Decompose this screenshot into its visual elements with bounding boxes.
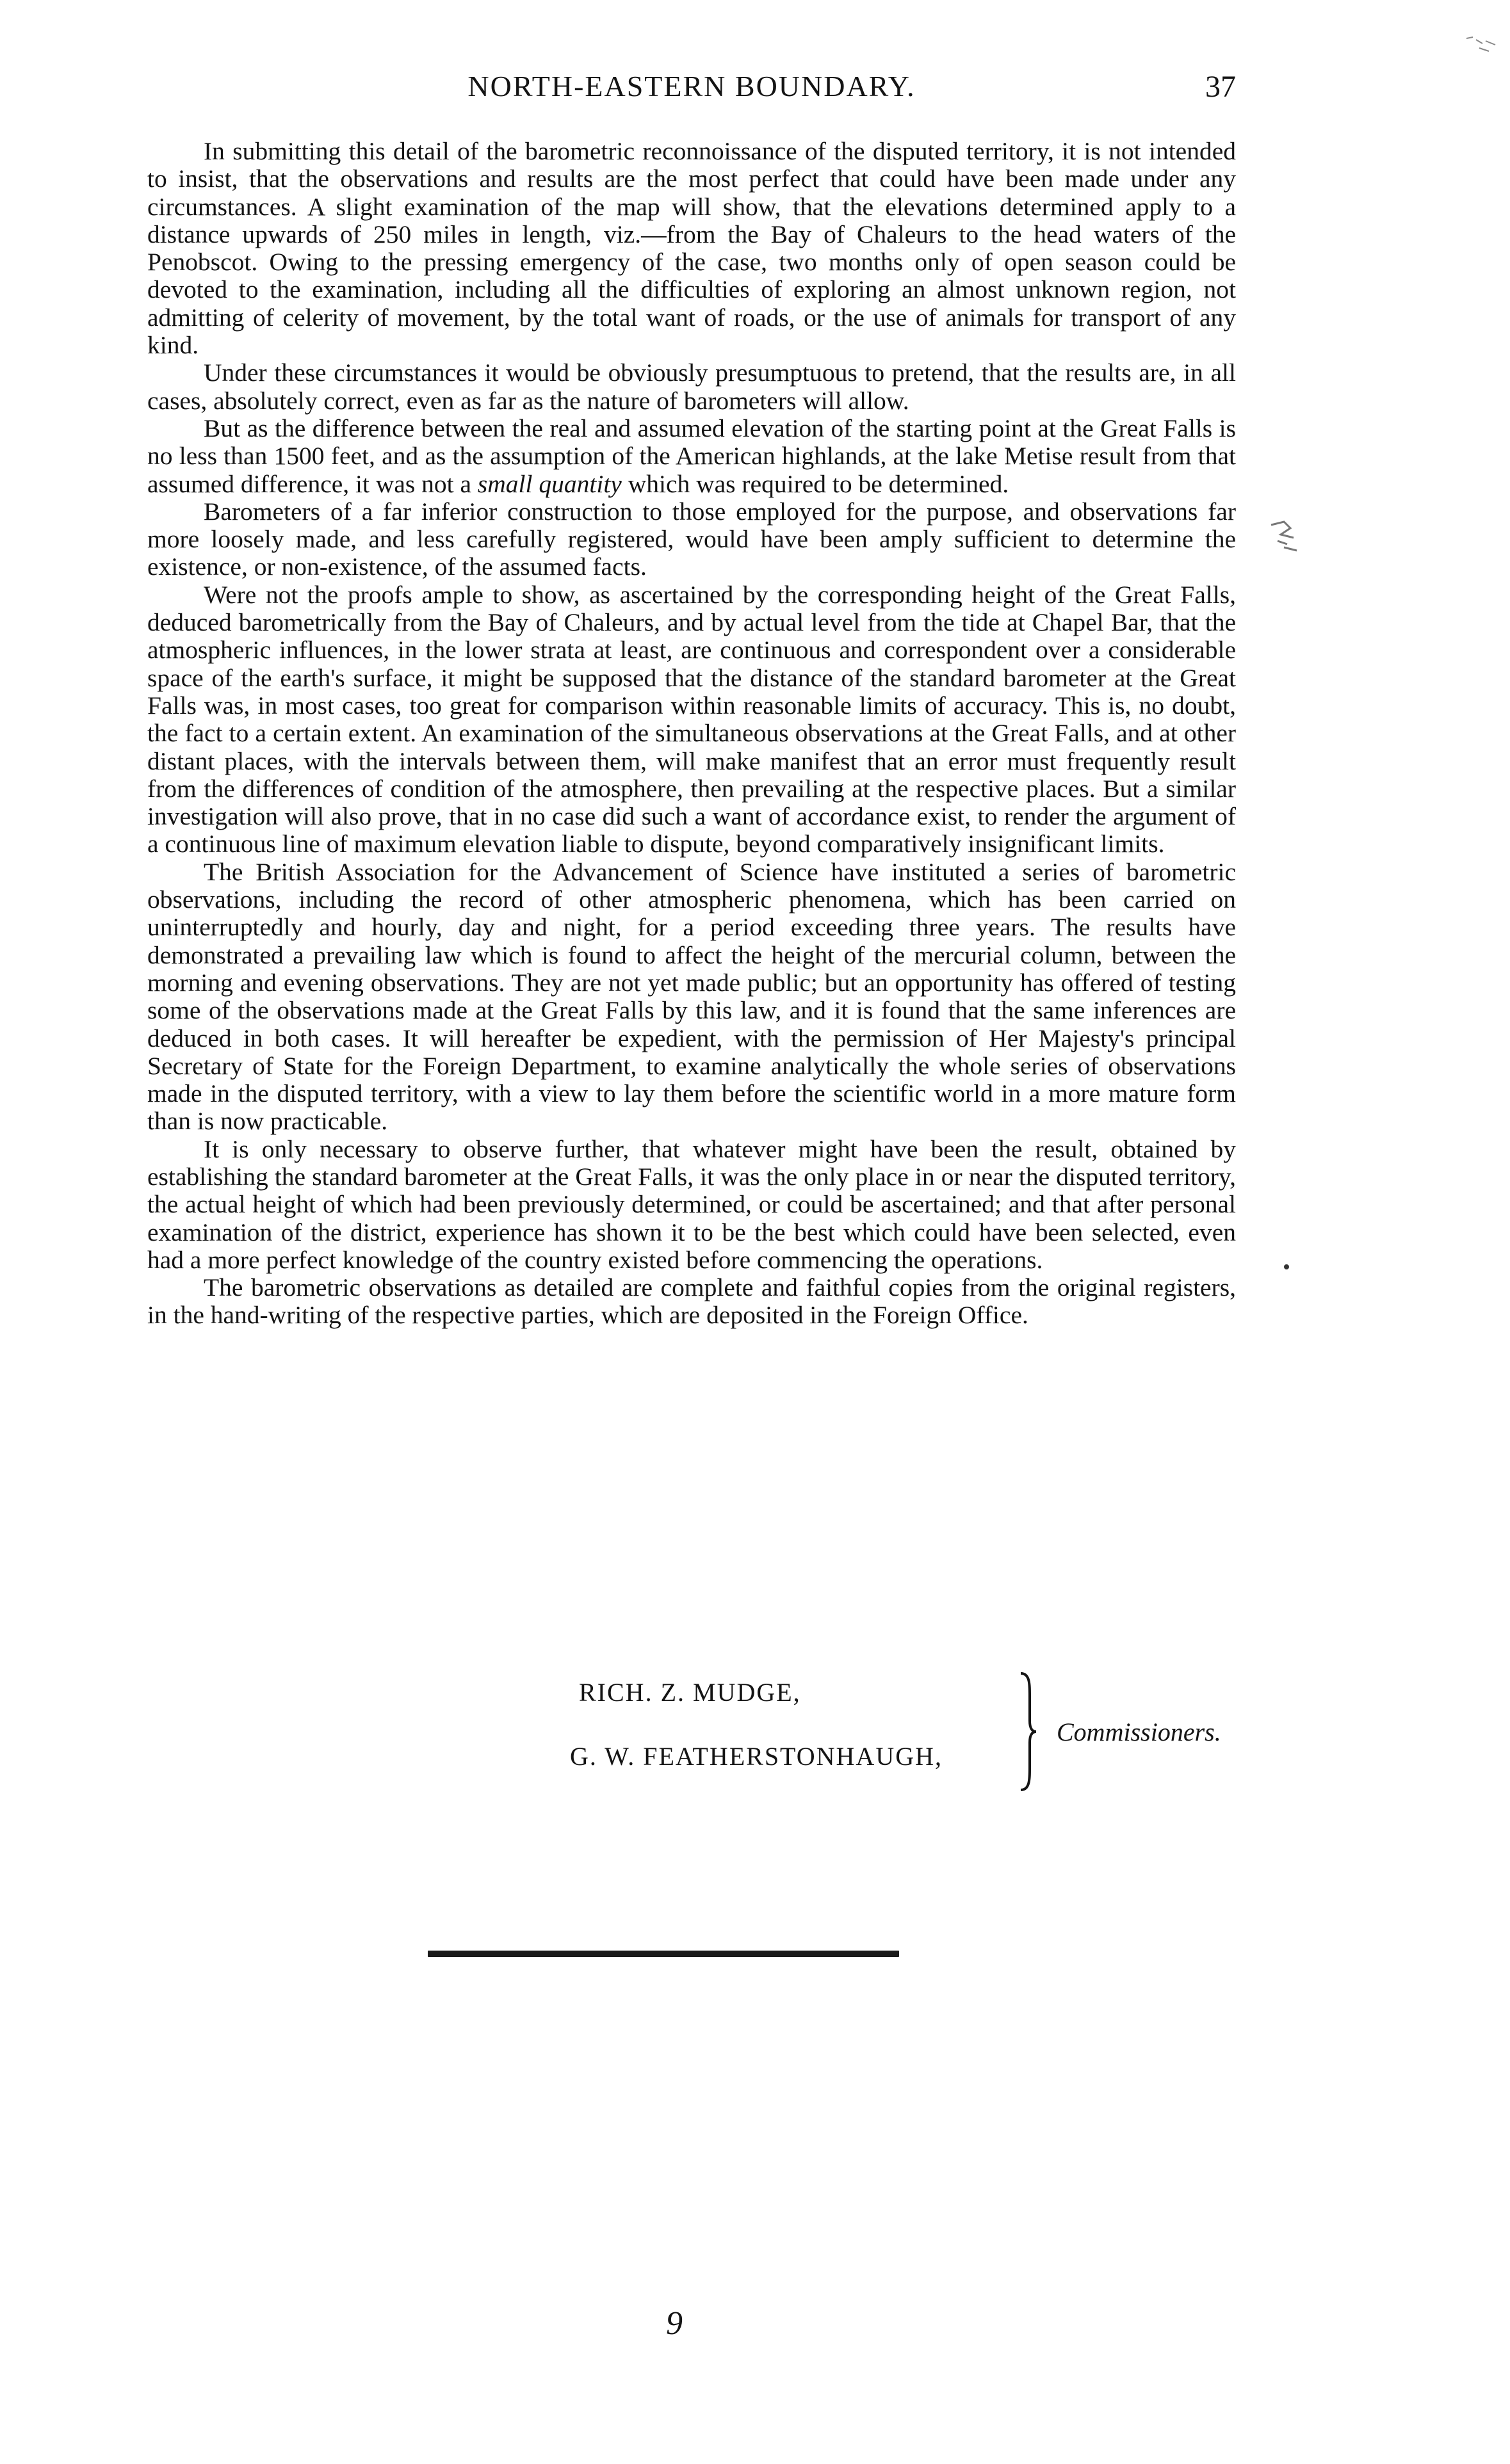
body-text [147, 138, 1236, 1330]
paragraph-2: Under these circumstances it would be obviously presumptuous to pretend, that the results are, in all cases, absolutely correct, even as far as the nature of barometers will allow. [147, 358, 1236, 415]
signature-block [570, 1677, 1274, 1786]
paragraph-3 [147, 415, 1236, 498]
closing-rule [428, 1951, 899, 1957]
signatory-name-1: RICH. Z. MUDGE, [579, 1678, 801, 1707]
paragraph-3-text-b: which was required to be determined. [621, 469, 1009, 498]
running-head [147, 69, 1236, 108]
paragraph-3-text-a: But as the difference between the real and assumed elevation of the starting point at the Great Falls is no less than 1500 feet, and as the assumption of the American highlands, at the lake Metise result from that assumed difference, it was not a [147, 414, 1236, 498]
running-title: NORTH-EASTERN BOUNDARY. [467, 70, 916, 102]
paragraph-8: The barometric observations as detailed are complete and faithful copies from the original registers, in the hand-writing of the respective parties, which are deposited in the Foreign Office. [147, 1273, 1236, 1330]
paragraph-5: Were not the proofs ample to show, as ascertained by the corresponding height of the Great Falls, deduced barometrically from the Bay of Chaleurs, and by actual level from the tide at Chapel Bar, that the atmospheric influences, in the lower strata at least, are continuous and correspondent over a considerable space of the earth's surface, it might be supposed that the distance of the standard barometer at the Great Falls was, in most cases, too great for comparison within reasonable limits of accuracy. This is, no doubt, the fact to a certain extent. An examination of the simultaneous observations at the Great Falls, and at other distant places, with the intervals between them, will make manifest that an error must frequently result from the differences of condition of the atmosphere, then prevailing at the respective places. But a similar investigation will also prove, that in no case did such a want of accordance exist, to render the argument of a continuous line of maximum elevation liable to dispute, beyond comparatively insignificant limits. [147, 580, 1236, 858]
signatory-role: Commissioners. [1057, 1718, 1221, 1746]
paragraph-1: In submitting this detail of the barometric reconnoissance of the disputed territory, it is not intended to insist, that the observations and results are the most perfect that could have been made under any circumstances. A slight examination of the map will show, that the elevations determined apply to a distance upwards of 250 miles in length, viz.—from the Bay of Chaleurs to the head waters of the Penobscot. Owing to the pressing emergency of the case, two months only of open season could be devoted to the examination, including all the difficulties of exploring an almost unknown region, not admitting of celerity of movement, by the total want of roads, or the use of animals for transport of any kind. [147, 137, 1236, 360]
ink-speck-mark [1463, 26, 1502, 64]
margin-dot [1284, 1264, 1289, 1269]
paragraph-7: It is only necessary to observe further, that whatever might have been the result, obtained by establishing the standard barometer at the Great Falls, it was the only place in or near the disputed territory, the actual height of which had been previously determined, or could be ascertained; and that after personal examination of the district, experience has shown it to be the best which could have been selected, even had a more perfect knowledge of the country existed before commencing the operations. [147, 1134, 1236, 1274]
page-number: 37 [1205, 70, 1236, 104]
sheet-signature-mark: 9 [666, 2305, 683, 2342]
signatory-name-2: G. W. FEATHERSTONHAUGH, [570, 1742, 943, 1771]
right-brace-icon [1018, 1671, 1037, 1792]
paragraph-3-emphasis: small quantity [477, 469, 622, 498]
margin-ink-mark [1265, 512, 1303, 557]
paragraph-4: Barometers of a far inferior construction to those employed for the purpose, and observations far more loosely made, and less carefully registered, would have been amply sufficient to determine the existence, or non-existence, of the assumed facts. [147, 497, 1236, 581]
paragraph-6: The British Association for the Advancement of Science have instituted a series of barometric observations, including the record of other atmospheric phenomena, which has been carried on uninterruptedly and hourly, day and night, for a period exceeding three years. The results have demonstrated a prevailing law which is found to affect the height of the mercurial column, between the morning and evening observations. They are not yet made public; but an opportunity has offered of testing some of the observations made at the Great Falls by this law, and it is found that the same inferences are deduced in both cases. It will hereafter be expedient, with the permission of Her Majesty's principal Secretary of State for the Foreign Department, to examine analytically the whole series of observations made in the disputed territory, with a view to lay them before the scientific world in a more mature form than is now practicable. [147, 857, 1236, 1136]
